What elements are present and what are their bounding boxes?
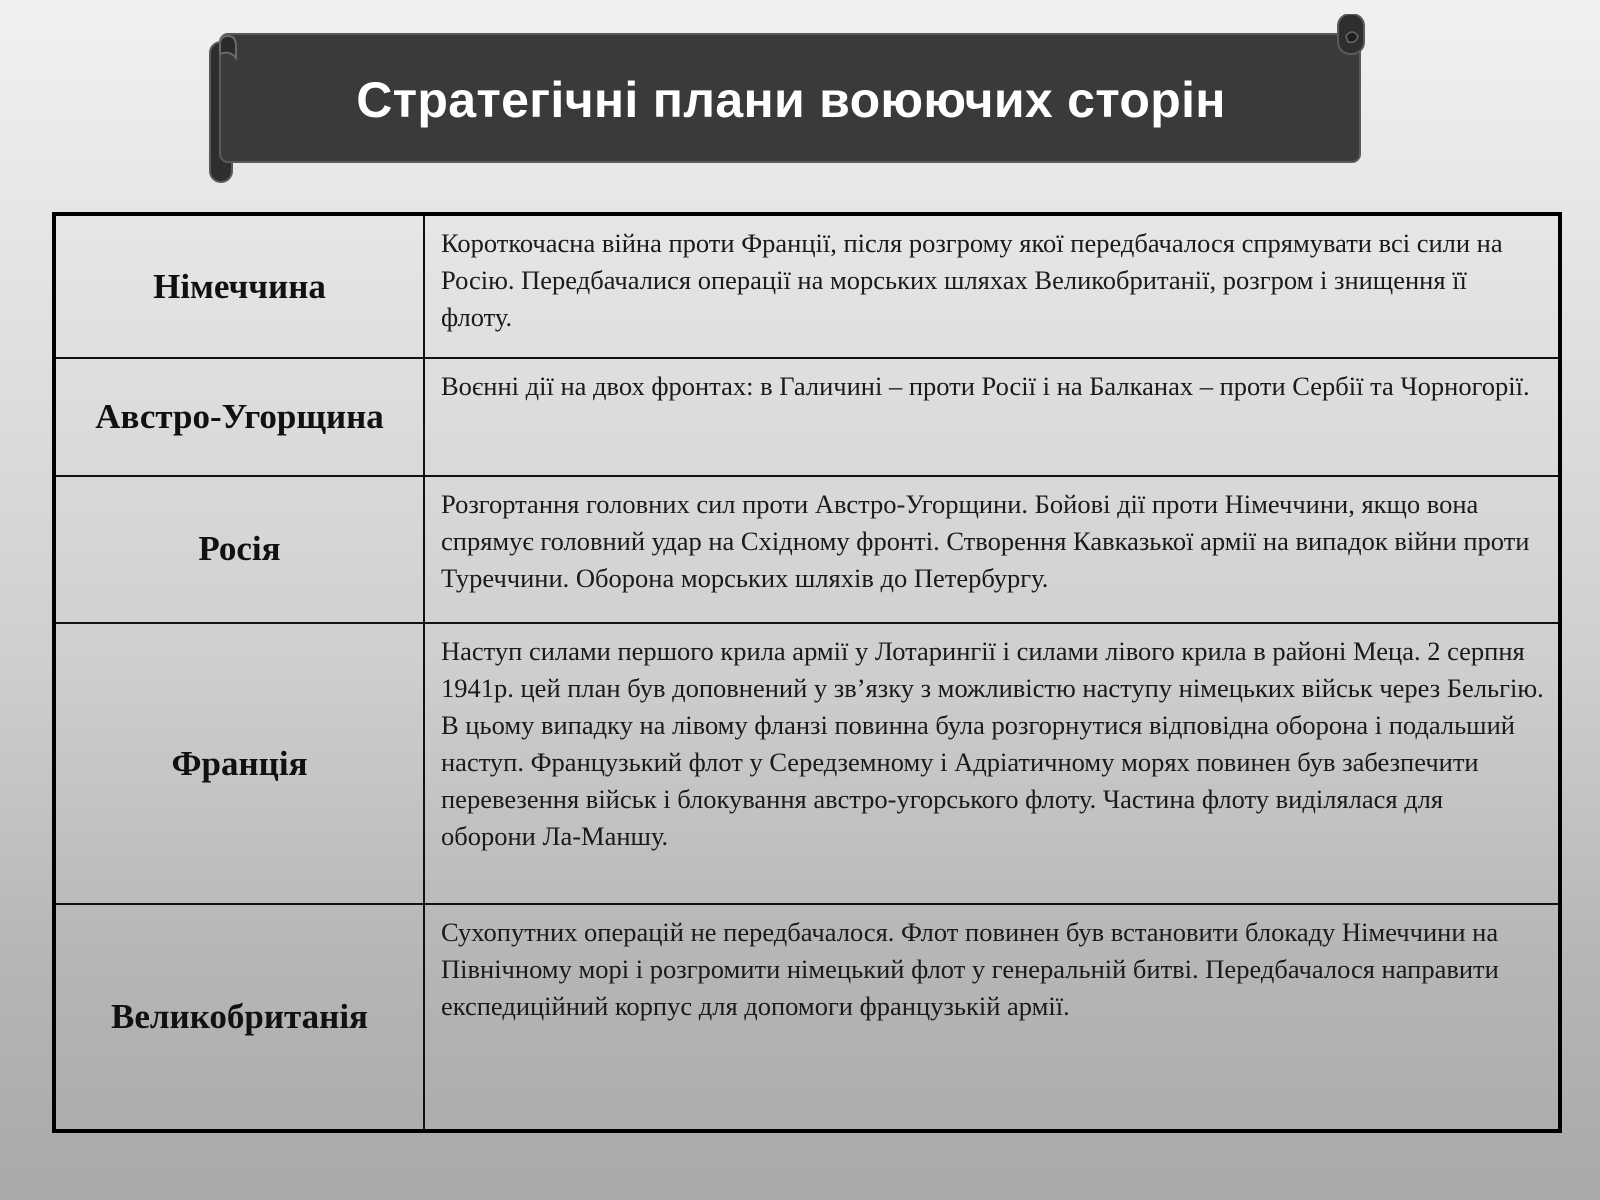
country-cell: Великобританія (54, 904, 424, 1131)
plan-cell: Розгортання головних сил проти Австро-Угорщини. Бойові дії проти Німеччини, якщо вона спрямує головний удар на Східному фронті. Створення Кавказької армії на випадок війни проти Туреччини. Оборона морських шляхів до Петербургу. (424, 476, 1560, 623)
country-cell: Росія (54, 476, 424, 623)
table-row (54, 476, 1560, 623)
page-title: Стратегічні плани воюючих сторін (356, 72, 1226, 128)
table-row (54, 358, 1560, 475)
table-row (54, 623, 1560, 905)
strategic-plans-table (52, 212, 1562, 1133)
plan-cell: Сухопутних операцій не передбачалося. Флот повинен був встановити блокаду Німеччини на Північному морі і розгромити німецький флот у генеральній битві. Передбачалося направити експедиційний корпус для допомоги французькій армії. (424, 904, 1560, 1131)
country-cell: Німеччина (54, 214, 424, 358)
country-cell: Франція (54, 623, 424, 905)
plan-cell: Воєнні дії на двох фронтах: в Галичині – проти Росії і на Балканах – проти Сербії та Чорногорії. (424, 358, 1560, 475)
table-row (54, 904, 1560, 1131)
title-banner (208, 14, 1376, 190)
plan-cell: Наступ силами першого крила армії у Лотарингії і силами лівого крила в районі Меца. 2 серпня 1941р. цей план був доповнений у зв’язку з можливістю наступу німецьких військ через Бельгію. В цьому випадку на лівому фланзі повинна була розгорнутися відповідна оборона і подальший наступ. Французький флот у Середземному і Адріатичному морях повинен був забезпечити перевезення військ і блокування австро-угорського флоту. Частина флоту виділялася для оборони Ла-Маншу. (424, 623, 1560, 905)
plan-cell: Короткочасна війна проти Франції, після розгрому якої передбачалося спрямувати всі сили на Росію. Передбачалися операції на морських шляхах Великобританії, розгром і знищення її флоту. (424, 214, 1560, 358)
table-row (54, 214, 1560, 358)
country-cell: Австро-Угорщина (54, 358, 424, 475)
